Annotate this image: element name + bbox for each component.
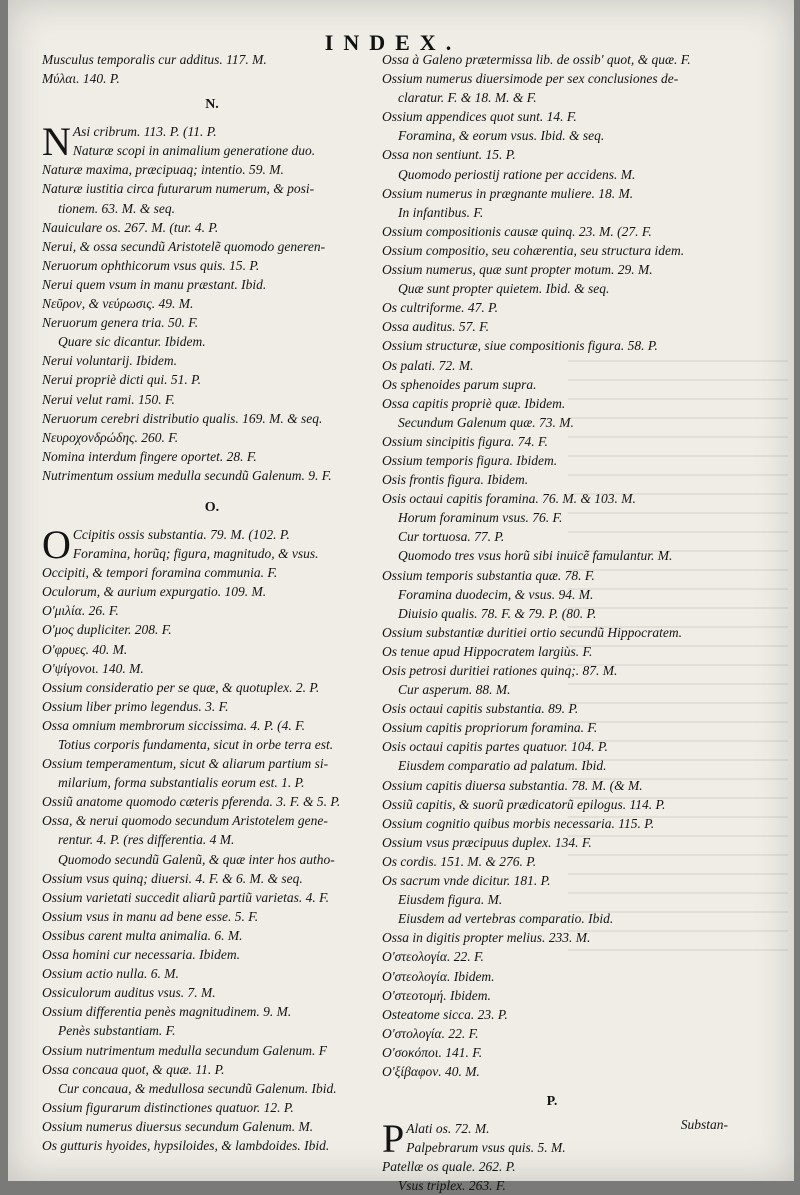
index-entry [42,294,382,313]
entry-text: Vsus triplex. 263. F. [398,1178,506,1194]
index-entry [42,544,382,563]
index-entry [42,199,382,218]
entry-text: Quæ sunt propter quietem. Ibid. & seq. [398,281,610,297]
index-entry [382,1176,722,1195]
index-entry [382,50,722,69]
drop-capital: O [42,521,71,567]
index-entry [42,275,382,294]
index-entry [382,527,722,546]
index-entry [42,983,382,1002]
entry-text: Ossium numerus diuersus secundum Galenum. M. [42,1118,314,1134]
entry-text: Cur asperum. 88. M. [398,682,511,698]
entry-text: Ο'ξίβαφον. 40. M. [382,1063,480,1079]
entry-text: Oculorum, & aurium expurgatio. 109. M. [42,584,267,600]
entry-text: Nauiculare os. 267. M. (tur. 4. P. [42,219,219,235]
index-entry [382,642,722,661]
index-entry [382,967,722,986]
index-entry [382,451,722,470]
entry-text: Nutrimentum ossium medulla secundũ Galenum. 9. F. [42,467,332,483]
index-entry [42,141,382,160]
index-entry [42,945,382,964]
entry-text: Os sphenoides parum supra. [382,376,537,392]
index-entry [382,298,722,317]
index-entry [382,88,722,107]
entry-text: Ossium consideratio per se quæ, & quotuplex. 2. P. [42,679,320,695]
right-column [382,50,722,1195]
entry-text: Nerui quem vsum in manu præstant. Ibid. [42,276,267,292]
entry-text: Ossium cognitio quibus morbis necessaria. 115. P. [382,815,655,831]
index-entry [42,735,382,754]
index-entry [42,332,382,351]
entry-text: Ossium nutrimentum medulla secundum Galenum. F [42,1042,327,1058]
entry-text: Osis petrosi duritiei rationes quinq;. 87. M. [382,663,618,678]
entry-text: Eiusdem figura. M. [398,892,503,908]
entry-text: Neruorum ophthicorum vsus quis. 15. P. [42,257,260,273]
entry-text: Ossium capitis propriorum foramina. F. [382,720,598,736]
entry-text: Ossa concaua quot, & quæ. 11. P. [42,1061,225,1077]
index-entry [382,909,722,928]
index-entry [382,317,722,336]
entry-text: Asi cribrum. 113. P. (11. P. [72,124,217,140]
index-entry [42,466,382,485]
entry-text: Ossa omnium membrorum siccissima. 4. P. (4. F. [42,717,306,733]
entry-text: Ossium compositionis causæ quinq. 23. M. (27. F. [382,223,652,239]
entry-text: Ossa non sentiunt. 15. P. [382,147,516,163]
entry-text: Secundum Galenum quæ. 73. M. [398,414,574,430]
index-entry [382,508,722,527]
index-entry [382,413,722,432]
entry-text: Cur tortuosa. 77. P. [398,529,505,545]
index-entry [382,279,722,298]
entry-text: Os cordis. 151. M. & 276. P. [382,853,537,869]
entry-text: Nerui propriè dicti qui. 51. P. [42,372,202,388]
index-entry [382,1157,722,1176]
entry-text: Foramina duodecim, & vsus. 94. M. [398,586,594,602]
entry-text: rentur. 4. P. (res differentia. 4 M. [58,832,235,848]
index-entry [42,716,382,735]
index-entry [42,659,382,678]
index-entry [42,582,382,601]
index-entry [382,756,722,775]
index-entry [42,850,382,869]
index-entry [382,1024,722,1043]
index-entry [382,604,722,623]
entry-text: Quare sic dicantur. Ibidem. [58,334,206,350]
index-entry [382,1062,722,1081]
entry-text: Ossium liber primo legendus. 3. F. [42,698,229,714]
entry-text: Ossium varietati succedit aliarũ partiũ varietas. 4. F. [42,889,329,905]
index-entry [42,640,382,659]
index-entry [382,394,722,413]
entry-text: Foramina, & eorum vsus. Ibid. & seq. [398,128,605,144]
index-entry [42,370,382,389]
index-entry [42,218,382,237]
index-entry [42,888,382,907]
entry-text: Ossa, & nerui quomodo secundum Aristotelem gene- [42,813,328,829]
index-entry [42,179,382,198]
index-entry [382,986,722,1005]
catchword: Substan- [680,1117,728,1132]
entry-text: Nerui, & ossa secundũ Aristotelẽ quomodo generen- [42,238,326,254]
entry-text: Quomodo secundũ Galenũ, & quæ inter hos autho- [58,851,335,867]
entry-text: Cur concaua, & medullosa secundũ Galenum. Ibid. [58,1080,337,1096]
index-entry [42,237,382,256]
index-entry [382,718,722,737]
index-entry [42,678,382,697]
index-entry [42,160,382,179]
entry-text: Ossium actio nulla. 6. M. [42,966,179,982]
index-entry [382,375,722,394]
entry-text: Horum foraminum vsus. 76. F. [398,510,563,526]
entry-text: Ossium numerus in prægnante muliere. 18. M. [382,185,634,201]
entry-text: Patellæ os quale. 262. P. [382,1159,516,1175]
index-entry [382,852,722,871]
entry-text: Naturæ iustitia circa futurarum numerum, & posi- [42,181,315,197]
index-entry [382,126,722,145]
entry-text: Ο'μιλία. 26. F. [42,603,119,619]
entry-text: Quomodo tres vsus horũ sibi inuicẽ famulantur. M. [398,548,673,564]
entry-text: Ο'στεοτομή. Ibidem. [382,987,491,1003]
index-entry [42,830,382,849]
entry-text: Ossium vsus in manu ad bene esse. 5. F. [42,908,259,924]
index-entry [382,623,722,642]
index-entry [42,620,382,639]
index-entry [42,1117,382,1136]
index-entry [382,470,722,489]
index-entry [382,814,722,833]
entry-text: Os tenue apud Hippocratem largiùs. F. [382,643,593,659]
index-entry [382,947,722,966]
entry-text: Palpebrarum vsus quis. 5. M. [406,1140,566,1156]
page-header: INDEX. [324,30,462,55]
index-entry [42,1098,382,1117]
entry-text: Ossium numerus, quæ sunt propter motum. 29. M. [382,262,653,278]
entry-text: Ossium differentia penès magnitudinem. 9. M. [42,1004,292,1020]
index-entry [382,165,722,184]
index-entry [382,489,722,508]
index-entry [382,661,722,680]
entry-text: Os sacrum vnde dicitur. 181. P. [382,873,551,889]
entry-text: Ossa à Galeno prætermissa lib. de ossib' quot, & quæ. F. [382,52,691,67]
entry-text: Eiusdem comparatio ad palatum. Ibid. [398,758,607,774]
entry-text: Ο'φρυες. 40. M. [42,641,128,657]
entry-text: Ossa auditus. 57. F. [382,319,490,335]
entry-text: Ossium substantiæ duritiei ortio secundũ Hippocratem. [382,624,682,640]
entry-text: Νευροχονδρώδης. 260. F. [42,429,179,445]
index-entry [42,256,382,275]
entry-text: Ossium temporis figura. Ibidem. [382,452,558,468]
entry-text: Nomina interdum fingere oportet. 28. F. [42,448,257,464]
entry-text: Ossa capitis propriè quæ. Ibidem. [382,395,566,411]
entry-text: Osis octaui capitis substantia. 89. P. [382,701,579,717]
entry-text: Foramina, horũq; figura, magnitudo, & vsus. [72,546,319,562]
left-column [42,50,382,1155]
index-entry [42,754,382,773]
index-entry [42,313,382,332]
index-entry [382,566,722,585]
entry-text: Ο'στεολογία. Ibidem. [382,968,495,984]
index-entry [42,1136,382,1155]
index-entry [42,1079,382,1098]
index-entry [382,795,722,814]
entry-text: Occipiti, & tempori foramina communia. F. [42,565,278,581]
entry-text: Ossium compositio, seu cohærentia, seu structura idem. [382,242,685,258]
entry-text: Naturæ maxima, præcipuaq; intentio. 59. M. [42,162,284,178]
index-entry [382,699,722,718]
entry-text: Ο'σοκόποι. 141. F. [382,1044,483,1060]
index-entry [42,1002,382,1021]
section-label-o: O. [204,499,220,515]
entry-text: Μύλαι. 140. P. [42,71,120,87]
book-page [8,0,794,1194]
entry-text: Osis octaui capitis partes quatuor. 104. P. [382,739,608,755]
entry-text: milarium, forma substantialis eorum est. 1. P. [58,775,305,791]
entry-text: Ossibus carent multa animalia. 6. M. [42,927,243,943]
index-entry [382,890,722,909]
index-entry [42,563,382,582]
index-entry [382,145,722,164]
index-entry [42,69,382,88]
entry-text: Ossium capitis diuersa substantia. 78. M. (& M. [382,777,643,793]
entry-text: Os palati. 72. M. [382,357,474,373]
entry-text: Ossium numerus diuersimode per sex conclusiones de- [382,71,679,87]
entry-text: In infantibus. F. [398,204,484,220]
index-entry [382,241,722,260]
index-entry [42,351,382,370]
index-entry [382,871,722,890]
index-entry [42,792,382,811]
index-entry [42,697,382,716]
index-entry [382,336,722,355]
index-entry [382,585,722,604]
index-entry [42,601,382,620]
index-entry [382,928,722,947]
entry-text: Totius corporis fundamenta, sicut in orbe terra est. [58,737,334,752]
entry-text: Naturæ scopi in animalium generatione duo. [72,143,316,159]
index-entry [382,222,722,241]
entry-text: Neruorum genera tria. 50. F. [42,315,199,331]
index-entry [42,447,382,466]
index-entry [382,737,722,756]
index-entry [382,776,722,795]
entry-text: Os gutturis hyoides, hypsiloides, & lambdoides. Ibid. [42,1137,330,1153]
entry-text: Quomodo periostij ratione per accidens. M. [398,166,636,182]
index-entry [42,409,382,428]
entry-text: Ossiculorum auditus vsus. 7. M. [42,985,216,1001]
index-entry [42,1041,382,1060]
entry-text: Diuisio qualis. 78. F. & 79. P. (80. P. [398,605,597,621]
index-entry [42,428,382,447]
entry-text: Ossiũ anatome quomodo cæteris pferenda. 3. F. & 5. P. [42,794,341,810]
entry-text: Ossa in digitis propter melius. 233. M. [382,930,591,946]
entry-text: Osis frontis figura. Ibidem. [382,472,529,488]
index-entry [382,546,722,565]
section-label-p: P. [546,1094,558,1110]
index-entry [42,1021,382,1040]
index-entry [382,107,722,126]
drop-capital: N [42,119,71,165]
index-entry [382,680,722,699]
entry-text: Alati os. 72. M. [406,1121,490,1137]
index-entry [42,907,382,926]
drop-capital: P [382,1116,405,1162]
index-entry [382,184,722,203]
entry-text: Ossium appendices quot sunt. 14. F. [382,109,577,125]
entry-text: Ossium temporis substantia quæ. 78. F. [382,567,595,583]
index-entry [382,356,722,375]
entry-text: tionem. 63. M. & seq. [58,200,175,216]
entry-text: Ο'στεολογία. 22. F. [382,949,484,965]
entry-text: Osis octaui capitis foramina. 76. M. & 103. M. [382,491,636,507]
entry-text: Ossium vsus quinq; diuersi. 4. F. & 6. M. & seq. [42,870,303,886]
index-entry [382,833,722,852]
index-entry [382,203,722,222]
entry-text: Nerui voluntarij. Ibidem. [42,353,177,369]
index-entry [42,964,382,983]
index-entry [382,1138,722,1157]
entry-text: Musculus temporalis cur additus. 117. M. [42,52,267,67]
entry-text: Ossium vsus præcipuus duplex. 134. F. [382,834,592,850]
index-entry [42,869,382,888]
entry-text: Osteatome sicca. 23. P. [382,1006,508,1022]
entry-text: Ossa homini cur necessaria. Ibidem. [42,947,240,963]
index-entry [42,773,382,792]
entry-text: Ossium temperamentum, sicut & aliarum partium si- [42,756,329,772]
entry-text: Ossium sincipitis figura. 74. F. [382,433,548,449]
index-entry [42,390,382,409]
entry-text: Nerui velut rami. 150. F. [42,391,175,407]
entry-text: Ossiũ capitis, & suorũ prædicatorũ epilogus. 114. P. [382,796,666,812]
entry-text: Os cultriforme. 47. P. [382,300,499,316]
entry-text: claratur. F. & 18. M. & F. [398,90,537,106]
index-entry [42,50,382,69]
entry-text: Ccipitis ossis substantia. 79. M. (102. P. [72,526,290,542]
entry-text: Eiusdem ad vertebras comparatio. Ibid. [398,911,614,927]
index-entry [382,432,722,451]
entry-text: Ossium structuræ, siue compositionis figura. 58. P. [382,338,658,354]
index-entry [382,1005,722,1024]
index-entry [42,926,382,945]
section-label-n: N. [205,97,219,113]
entry-text: Neruorum cerebri distributio qualis. 169. M. & seq. [42,410,323,426]
entry-text: Ο'στολογία. 22. F. [382,1025,479,1041]
entry-text: Νεῦρον, & νεύρωσις. 49. M. [42,296,194,312]
index-entry [42,811,382,830]
entry-text: Ο'ψίγονοι. 140. M. [42,660,144,676]
index-entry [382,260,722,279]
index-entry [382,1043,722,1062]
index-entry [382,69,722,88]
entry-text: Ossium figurarum distinctiones quatuor. 12. P. [42,1099,294,1115]
entry-text: Ο'μος dupliciter. 208. F. [42,622,172,638]
entry-text: Penès substantiam. F. [58,1023,176,1039]
index-entry [42,1060,382,1079]
